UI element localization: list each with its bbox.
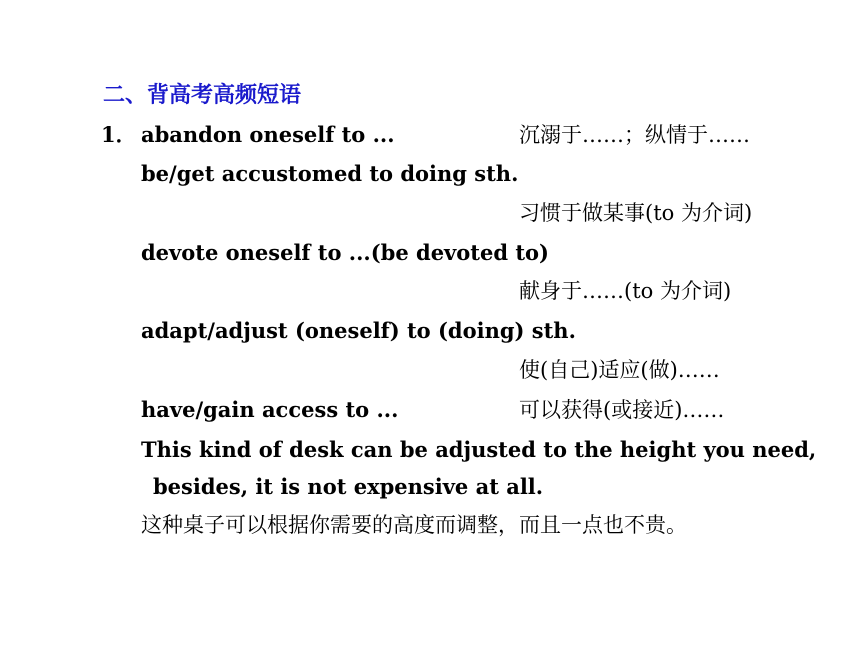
phrase-accustomed: be/get accustomed to doing sth. (141, 161, 519, 186)
meaning-adapt-adjust: 使(自己)适应(做)…… (519, 358, 720, 382)
example-sentence-en-line2: besides, it is not expensive at all. (153, 474, 544, 499)
example-sentence-en-line1: This kind of desk can be adjusted to the height you need, (141, 437, 817, 462)
item-number: 1． (101, 122, 137, 147)
phrase-access: have/gain access to ... (141, 397, 399, 422)
section-heading: 二、背高考高频短语 (103, 82, 302, 108)
example-sentence-zh: 这种桌子可以根据你需要的高度而调整，而且一点也不贵。 (141, 513, 687, 537)
meaning-devote: 献身于……(to 为介词) (519, 279, 732, 303)
phrase-adapt-adjust: adapt/adjust (oneself) to (doing) sth. (141, 318, 576, 343)
meaning-abandon: 沉溺于……；纵情于…… (519, 123, 750, 147)
phrase-abandon: abandon oneself to ... (141, 122, 395, 147)
meaning-access: 可以获得(或接近)…… (519, 398, 725, 422)
meaning-accustomed: 习惯于做某事(to 为介词) (519, 201, 753, 225)
phrase-devote: devote oneself to ...(be devoted to) (141, 240, 549, 265)
